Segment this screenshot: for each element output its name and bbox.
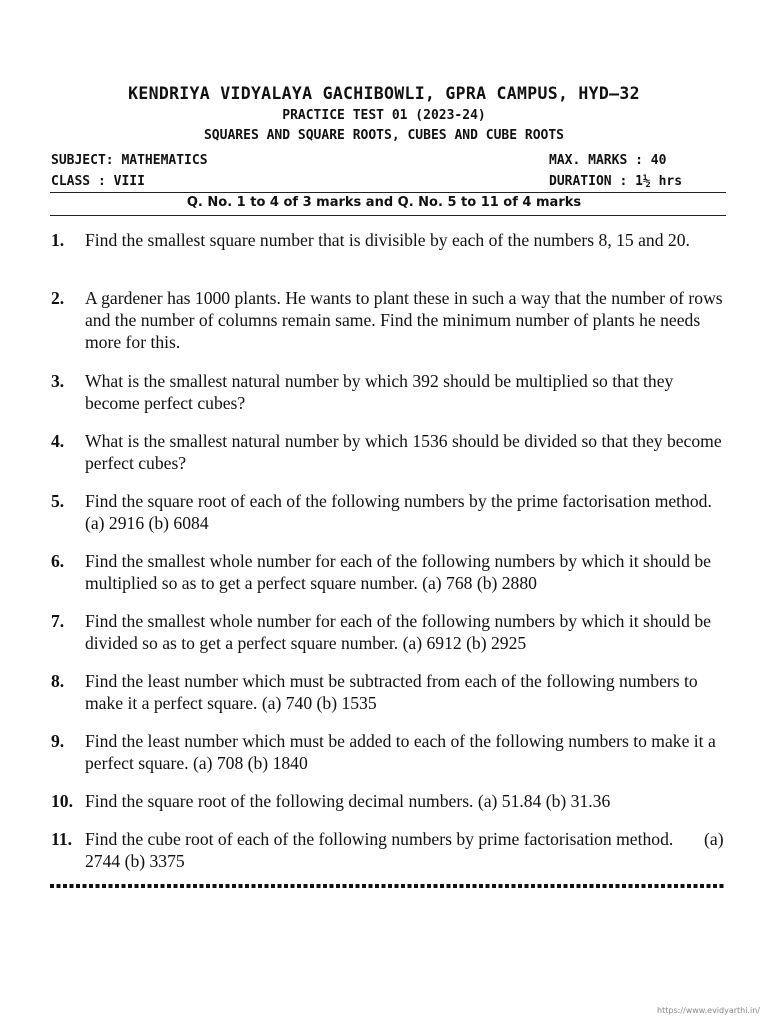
max-marks-label: MAX. MARKS : 40 — [549, 153, 667, 168]
question-9 — [51, 730, 731, 774]
question-number: 8. — [51, 671, 65, 691]
header-divider-top — [50, 192, 726, 193]
question-8 — [51, 670, 731, 714]
question-6 — [51, 550, 731, 594]
topic-title: SQUARES AND SQUARE ROOTS, CUBES AND CUBE ROOTS — [203, 128, 565, 143]
question-5 — [51, 490, 731, 534]
footer-url[interactable]: https://www.evidyarthi.in/ — [657, 1006, 760, 1015]
question-text: A gardener has 1000 plants. He wants to plant these in such a way that the number of rows and the number of columns remain same. Find the minimum number of plants he needs more for this. — [85, 288, 723, 352]
question-number: 2. — [51, 288, 65, 308]
question-text: Find the smallest whole number for each of the following numbers by which it should be multiplied so as to get a perfect square number. (a) 768 (b) 2880 — [85, 551, 711, 593]
question-text: What is the smallest natural number by which 392 should be multiplied so that they become perfect cubes? — [85, 371, 674, 413]
marks-instruction: Q. No. 1 to 4 of 3 marks and Q. No. 5 to 11 of 4 marks — [186, 195, 582, 210]
question-number: 3. — [51, 371, 65, 391]
question-number: 10. — [51, 791, 73, 811]
question-number: 5. — [51, 491, 65, 511]
question-10 — [51, 790, 731, 812]
question-7 — [51, 610, 731, 654]
subject-label: SUBJECT: MATHEMATICS — [51, 153, 208, 168]
header-divider-bottom — [50, 215, 726, 216]
question-text: Find the least number which must be subtracted from each of the following numbers to make it a perfect square. (a) 740 (b) 1535 — [85, 671, 698, 713]
duration-label: DURATION : 1½ hrs — [549, 174, 683, 189]
question-text: Find the cube root of each of the following numbers by prime factorisation method. (a) 2744 (b) 3375 — [85, 829, 728, 871]
question-number: 6. — [51, 551, 65, 571]
question-text: Find the smallest whole number for each of the following numbers by which it should be divided so as to get a perfect square number. (a) 6912 (b) 2925 — [85, 611, 711, 653]
question-number: 7. — [51, 611, 65, 631]
test-title: PRACTICE TEST 01 (2023-24) — [282, 108, 486, 123]
question-number: 9. — [51, 731, 65, 751]
question-text: Find the square root of each of the following numbers by the prime factorisation method. (a) 2916 (b) 6084 — [85, 491, 712, 533]
question-text: Find the square root of the following decimal numbers. (a) 51.84 (b) 31.36 — [85, 791, 611, 811]
question-number: 4. — [51, 431, 65, 451]
question-number: 11. — [51, 829, 73, 849]
question-text: Find the least number which must be added to each of the following numbers to make it a perfect square. (a) 708 (b) 1840 — [85, 731, 716, 773]
question-3 — [51, 370, 731, 414]
question-text: Find the smallest square number that is divisible by each of the numbers 8, 15 and 20. — [85, 230, 690, 250]
class-label: CLASS : VIII — [51, 174, 145, 189]
end-dotted-divider — [50, 884, 726, 888]
school-name: KENDRIYA VIDYALAYA GACHIBOWLI, GPRA CAMPUS, HYD–32 — [128, 84, 640, 103]
question-text: What is the smallest natural number by which 1536 should be divided so that they become perfect cubes? — [85, 431, 722, 473]
question-number: 1. — [51, 230, 65, 250]
question-4 — [51, 430, 731, 474]
question-1 — [51, 229, 731, 251]
question-11 — [51, 828, 731, 872]
question-2 — [51, 287, 731, 353]
